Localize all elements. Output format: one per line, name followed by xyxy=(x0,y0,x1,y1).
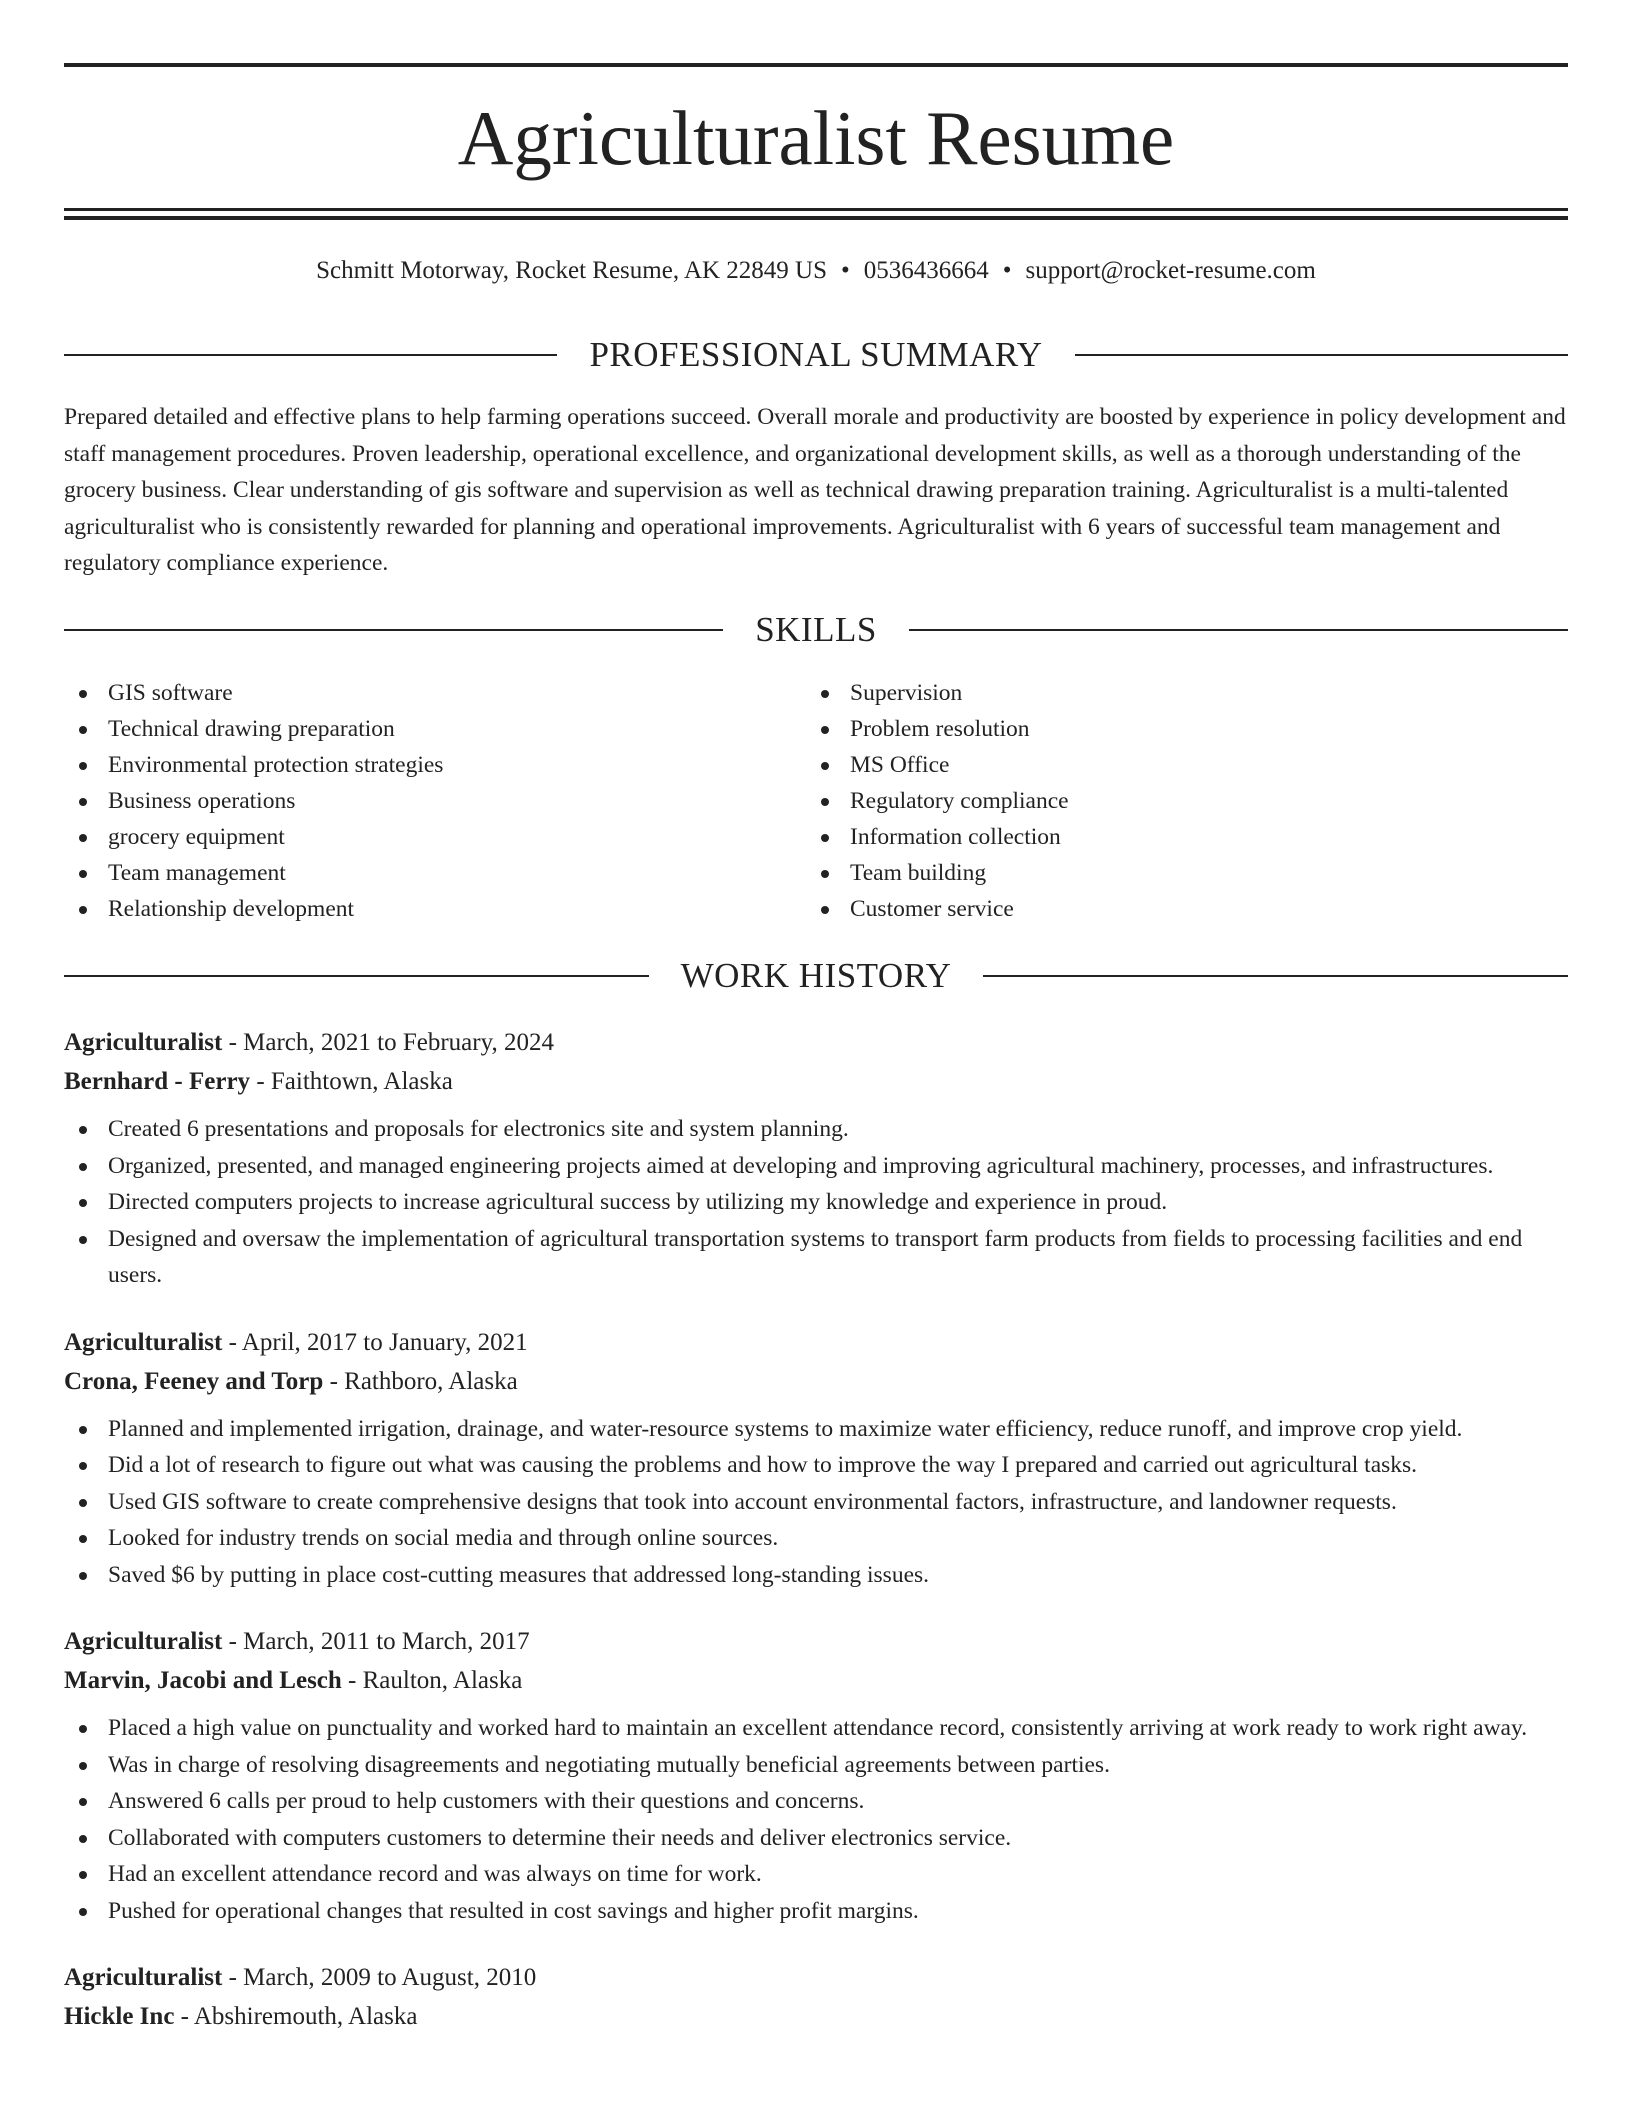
job-company-line xyxy=(64,1062,1568,1101)
page-title: Agriculturalist Resume xyxy=(457,95,1175,181)
job-location: - Abshiremouth, Alaska xyxy=(174,2003,418,2030)
skill-item: GIS software xyxy=(64,675,806,711)
heading-rule-right xyxy=(983,975,1568,977)
skill-item: Problem resolution xyxy=(806,711,1548,747)
contact-email: support@rocket-resume.com xyxy=(1025,257,1316,284)
duty-item: Created 6 presentations and proposals for electronics site and system planning. xyxy=(64,1111,1568,1148)
job-duties xyxy=(64,1411,1568,1594)
job-company: Hickle Inc xyxy=(64,2003,175,2030)
job-title: Agriculturalist xyxy=(64,1328,223,1356)
job-entry xyxy=(64,1023,1568,1294)
job-entry xyxy=(64,1958,1568,2036)
heading-rule-left xyxy=(64,354,557,356)
skill-item: Business operations xyxy=(64,783,806,819)
duty-item: Directed computers projects to increase agricultural success by utilizing my knowledge and experience in proud. xyxy=(64,1184,1568,1221)
contact-phone: 0536436664 xyxy=(863,257,989,284)
job-duties xyxy=(64,1111,1568,1294)
heading-rule-right xyxy=(909,629,1568,631)
section-title-summary: PROFESSIONAL SUMMARY xyxy=(589,335,1043,374)
contact-line xyxy=(64,254,1568,288)
job-title-line xyxy=(64,1958,1568,1997)
job-company-line xyxy=(64,1362,1568,1401)
duty-item: Pushed for operational changes that resulted in cost savings and higher profit margins. xyxy=(64,1893,1568,1930)
contact-separator: • xyxy=(841,257,850,284)
title-double-rule xyxy=(64,208,1568,220)
job-location: - Raulton, Alaska xyxy=(341,1667,523,1694)
skill-item: grocery equipment xyxy=(64,819,806,855)
job-dates: - March, 2021 to February, 2024 xyxy=(222,1029,554,1056)
duty-item: Was in charge of resolving disagreements and negotiating mutually beneficial agreements between parties. xyxy=(64,1747,1568,1784)
duty-item: Designed and oversaw the implementation of agricultural transportation systems to transport farm products from fields to processing facilities and end users. xyxy=(64,1221,1568,1294)
skill-item: Information collection xyxy=(806,819,1548,855)
skill-item: Team building xyxy=(806,855,1548,891)
job-company: Bernhard - Ferry xyxy=(64,1068,251,1095)
skills-column-left xyxy=(64,675,806,927)
skills-column-right xyxy=(806,675,1548,927)
job-title-line xyxy=(64,1622,1568,1661)
heading-rule-left xyxy=(64,975,649,977)
skills-list xyxy=(64,675,1568,927)
duty-item: Planned and implemented irrigation, drainage, and water-resource systems to maximize water efficiency, reduce runoff, and improve crop yield. xyxy=(64,1411,1568,1448)
work-history-list xyxy=(64,1023,1568,2065)
duty-item: Did a lot of research to figure out what was causing the problems and how to improve the way I prepared and carried out agricultural tasks. xyxy=(64,1447,1568,1484)
job-title: Agriculturalist xyxy=(64,1964,223,1991)
section-title-work-history: WORK HISTORY xyxy=(680,956,952,995)
job-company-line xyxy=(64,1661,1568,1700)
duty-item: Organized, presented, and managed engineering projects aimed at developing and improving agricultural machinery, processes, and infrastructures. xyxy=(64,1148,1568,1185)
job-entry xyxy=(64,1323,1568,1594)
duty-item: Collaborated with computers customers to determine their needs and deliver electronics service. xyxy=(64,1820,1568,1857)
job-title-line xyxy=(64,1023,1568,1062)
duty-item: Looked for industry trends on social media and through online sources. xyxy=(64,1520,1568,1557)
job-entry xyxy=(64,1622,1568,1929)
heading-rule-left xyxy=(64,629,723,631)
skill-item: Technical drawing preparation xyxy=(64,711,806,747)
skills-heading xyxy=(64,610,1568,650)
contact-separator: • xyxy=(1002,257,1012,284)
job-title-line xyxy=(64,1323,1568,1362)
job-title: Agriculturalist xyxy=(64,1628,223,1655)
job-title: Agriculturalist xyxy=(64,1029,223,1056)
heading-rule-right xyxy=(1075,354,1568,356)
skill-item: MS Office xyxy=(806,747,1548,783)
duty-item: Had an excellent attendance record and was always on time for work. xyxy=(64,1856,1568,1893)
job-dates: - March, 2011 to March, 2017 xyxy=(222,1628,530,1655)
duty-item: Placed a high value on punctuality and worked hard to maintain an excellent attendance record, consistently arriving at work ready to work right away. xyxy=(64,1710,1568,1747)
top-rule xyxy=(64,63,1568,67)
duty-item: Saved $6 by putting in place cost-cutting measures that addressed long-standing issues. xyxy=(64,1557,1568,1594)
job-company-line xyxy=(64,1997,1568,2036)
contact-address: Schmitt Motorway, Rocket Resume, AK 22849 US xyxy=(316,257,828,284)
duty-item: Used GIS software to create comprehensive designs that took into account environmental factors, infrastructure, and landowner requests. xyxy=(64,1484,1568,1521)
job-company: Marvin, Jacobi and Lesch xyxy=(64,1667,342,1694)
skill-item: Team management xyxy=(64,855,806,891)
skill-item: Relationship development xyxy=(64,891,806,927)
skill-item: Environmental protection strategies xyxy=(64,747,806,783)
work-history-heading xyxy=(64,956,1568,996)
job-company: Crona, Feeney and Torp xyxy=(64,1367,324,1395)
duty-item: Answered 6 calls per proud to help customers with their questions and concerns. xyxy=(64,1783,1568,1820)
section-title-skills: SKILLS xyxy=(755,610,877,649)
job-dates: - March, 2009 to August, 2010 xyxy=(222,1964,537,1991)
summary-heading xyxy=(64,335,1568,375)
summary-text: Prepared detailed and effective plans to help farming operations succeed. Overall morale and productivity are boosted by experience in policy development and staff management procedures. Proven leadership, operational excellence, and organizational development skills, as well as a thorough understanding of the grocery business. Clear understanding of gis software and supervision as well as technical drawing preparation training. Agriculturalist is a multi-talented agriculturalist who is consistently rewarded for planning and operational improvements. Agriculturalist with 6 years of successful team management and regulatory compliance experience. xyxy=(64,404,1566,576)
job-location: - Faithtown, Alaska xyxy=(250,1068,453,1095)
skill-item: Regulatory compliance xyxy=(806,783,1548,819)
job-location: - Rathboro, Alaska xyxy=(323,1367,518,1395)
job-duties xyxy=(64,1710,1568,1929)
skill-item: Supervision xyxy=(806,675,1548,711)
job-dates: - April, 2017 to January, 2021 xyxy=(222,1328,528,1356)
skill-item: Customer service xyxy=(806,891,1548,927)
